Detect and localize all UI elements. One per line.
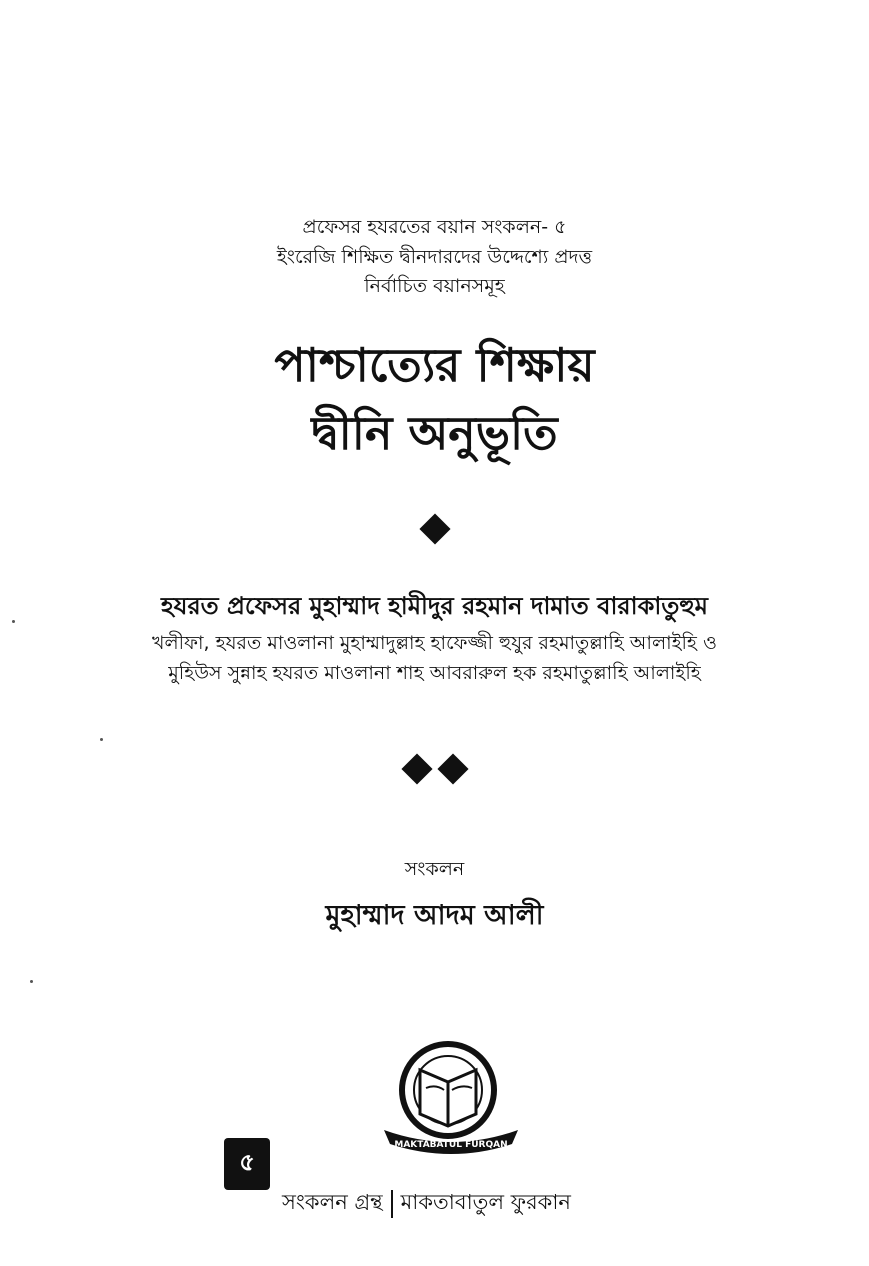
double-diamond-ornament — [0, 758, 869, 780]
khalifa-line-1: খলীফা, হযরত মাওলানা মুহাম্মাদুল্লাহ হাফেজ্জী হুযুর রহমাতুল্লাহি আলাইহি ও — [152, 632, 717, 654]
diamond-icon — [437, 753, 468, 784]
series-line-3: নির্বাচিত বয়ানসমূহ — [364, 275, 505, 297]
scan-speck — [30, 980, 33, 983]
compilation-label: সংকলন — [404, 858, 465, 880]
footer-publisher-name: মাকতাবাতুল ফুরকান — [400, 1190, 571, 1214]
single-diamond-ornament — [0, 518, 869, 540]
publisher-logo-caption: MAKTABATUL FURQAN — [394, 1140, 508, 1150]
book-title-line-2: দ্বীনি অনুভূতি — [311, 406, 558, 460]
publisher-footer — [282, 1186, 571, 1221]
series-line-2: ইংরেজি শিক্ষিত দ্বীনদারদের উদ্দেশ্যে প্রদত্ত — [276, 246, 593, 268]
author-name: হযরত প্রফেসর মুহাম্মাদ হামীদুর রহমান দামাত বারাকাতুহুম — [161, 592, 708, 620]
khalifa-line-2: মুহিউস সুন্নাহ হযরত মাওলানা শাহ আবরারুল হক রহমাতুল্লাহি আলাইহি — [168, 662, 701, 684]
footer-collection-label: সংকলন গ্রন্থ — [282, 1190, 383, 1214]
footer-separator — [391, 1190, 393, 1218]
page-number-badge: ৫ — [224, 1138, 270, 1190]
scan-speck — [100, 738, 103, 741]
book-title-line-1: পাশ্চাত্যের শিক্ষায় — [274, 338, 595, 392]
series-line-1: প্রফেসর হযরতের বয়ান সংকলন- ৫ — [302, 216, 567, 238]
compiler-name: মুহাম্মাদ আদম আলী — [325, 900, 544, 931]
scan-speck — [12, 620, 15, 623]
diamond-icon — [401, 753, 432, 784]
diamond-icon — [419, 513, 450, 544]
publisher-logo — [376, 1030, 526, 1160]
